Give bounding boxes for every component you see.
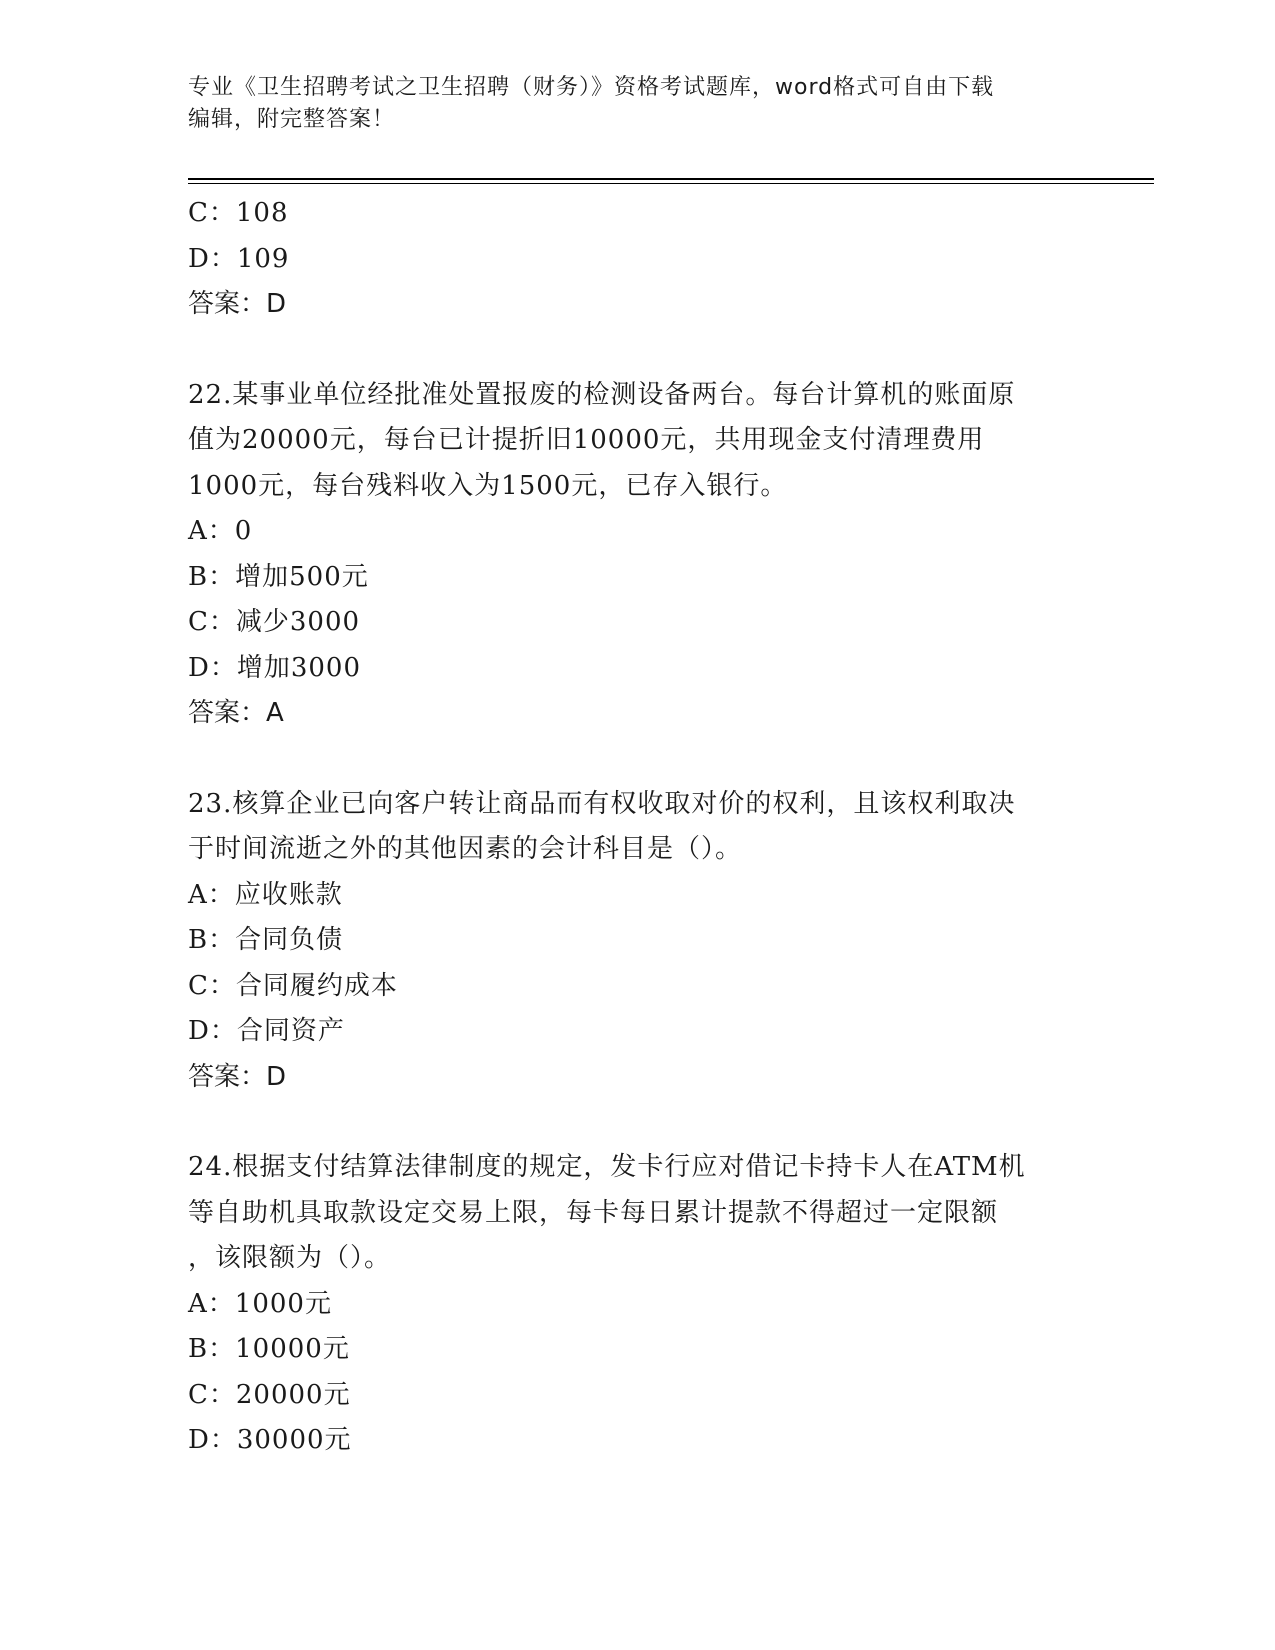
option-d: D：增加3000 xyxy=(188,652,362,683)
header-line-2: 编辑，附完整答案！ xyxy=(188,107,396,132)
question-24 xyxy=(188,1145,1088,1464)
option-b: B：合同负债 xyxy=(188,925,344,955)
question-22 xyxy=(188,373,1088,737)
option-d: D：109 xyxy=(188,243,290,274)
question-text-line: 22.某事业单位经批准处置报废的检测设备两台。每台计算机的账面原 xyxy=(188,379,1016,410)
question-text-line: ，该限额为（）。 xyxy=(188,1243,392,1273)
option-c: C：减少3000 xyxy=(188,607,361,637)
answer-line: 答案：A xyxy=(188,698,284,728)
option-a: A：应收账款 xyxy=(188,879,343,910)
option-c: C：20000元 xyxy=(188,1379,351,1410)
option-b: B：增加500元 xyxy=(188,561,369,592)
option-a: A：1000元 xyxy=(188,1288,332,1319)
answer-line: 答案：D xyxy=(188,289,287,319)
question-text-line: 等自助机具取款设定交易上限，每卡每日累计提款不得超过一定限额 xyxy=(188,1197,999,1228)
question-text-line: 1000元，每台残料收入为1500元，已存入银行。 xyxy=(188,470,788,501)
document-header xyxy=(188,72,1088,136)
header-line-1: 专业《卫生招聘考试之卫生招聘（财务）》资格考试题库，word格式可自由下载 xyxy=(188,75,995,100)
question-text-line: 于时间流逝之外的其他因素的会计科目是（）。 xyxy=(188,834,743,864)
question-content xyxy=(188,191,1088,1464)
header-divider-thick xyxy=(188,178,1154,180)
question-text-line: 24.根据支付结算法律制度的规定，发卡行应对借记卡持卡人在ATM机 xyxy=(188,1152,1026,1182)
option-c: C：合同履约成本 xyxy=(188,970,398,1001)
prev-question-block xyxy=(188,191,1088,328)
option-c: C：108 xyxy=(188,198,289,228)
option-a: A：0 xyxy=(188,516,253,546)
option-d: D：30000元 xyxy=(188,1425,352,1455)
question-text-line: 值为20000元，每台已计提折旧10000元，共用现金支付清理费用 xyxy=(188,425,985,455)
answer-line: 答案：D xyxy=(188,1061,287,1092)
option-b: B：10000元 xyxy=(188,1334,350,1364)
question-23 xyxy=(188,782,1088,1101)
option-d: D：合同资产 xyxy=(188,1016,345,1046)
header-divider-thin xyxy=(188,183,1154,184)
question-text-line: 23.核算企业已向客户转让商品而有权收取对价的权利，且该权利取决 xyxy=(188,788,1016,819)
